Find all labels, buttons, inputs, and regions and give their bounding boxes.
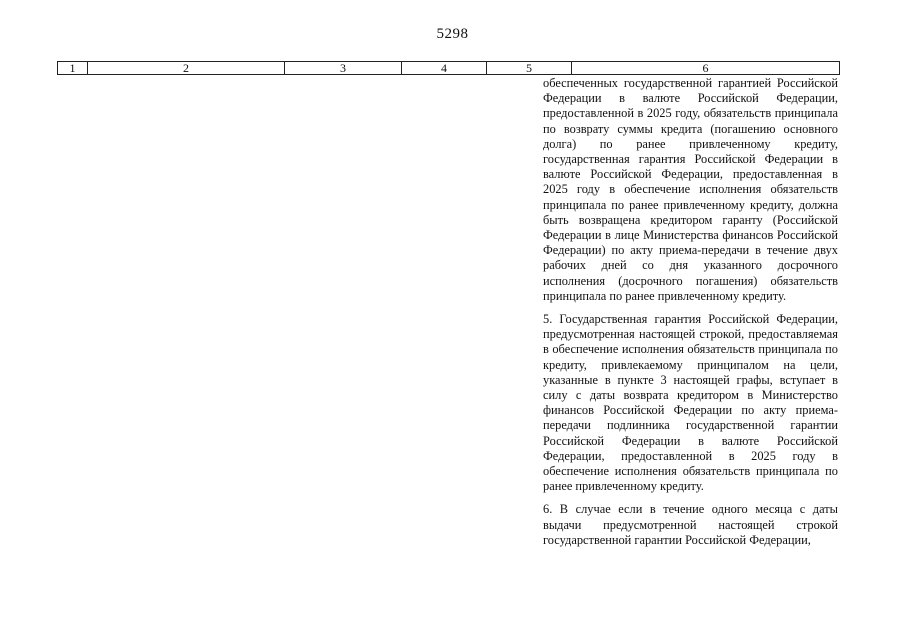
table-header-row	[57, 61, 840, 75]
paragraph-item-5: 5. Государственная гарантия Российской Федерации, предусмотренная настоящей строкой, предоставляемая в обеспечение исполнения обязательств принципала по кредиту, привлекаемому принципалом на цели, указанные в пункте 3 настоящей графы, вступает в силу с даты возврата кредитором в Министерство финансов Российской Федерации по акту приема-передачи подлинника государственной гарантии Российской Федерации в валюте Российской Федерации, предоставленной в 2025 году в обеспечение исполнения обязательств принципала по ранее привлеченному кредиту.	[543, 312, 838, 494]
paragraph-item-6: 6. В случае если в течение одного месяца с даты выдачи предусмотренной настоящей строкой государственной гарантии Российской Федерации,	[543, 502, 838, 547]
column-header-4: 4	[402, 62, 487, 74]
paragraph-continuation: обеспеченных государственной гарантией Российской Федерации в валюте Российской Федерации, предоставленной в 2025 году, обязательств принципала по возврату суммы кредита (погашению основного долга) по ранее привлеченному кредиту, государственная гарантия Российской Федерации в валюте Российской Федерации, предоставленная в 2025 году в обеспечение исполнения обязательств принципала по ранее привлеченному кредиту, должна быть возвращена кредитором гаранту (Российской Федерации в лице Министерства финансов Российской Федерации) по акту приема-передачи в течение двух рабочих дней со дня указанного досрочного исполнения (досрочного погашения) обязательств принципала по ранее привлеченному кредиту.	[543, 76, 838, 303]
column-6-content	[543, 76, 838, 556]
page-number: 5298	[436, 26, 469, 42]
column-header-2: 2	[88, 62, 285, 74]
column-header-1: 1	[58, 62, 88, 74]
column-header-3: 3	[285, 62, 402, 74]
column-header-5: 5	[487, 62, 572, 74]
column-header-6: 6	[702, 61, 709, 75]
